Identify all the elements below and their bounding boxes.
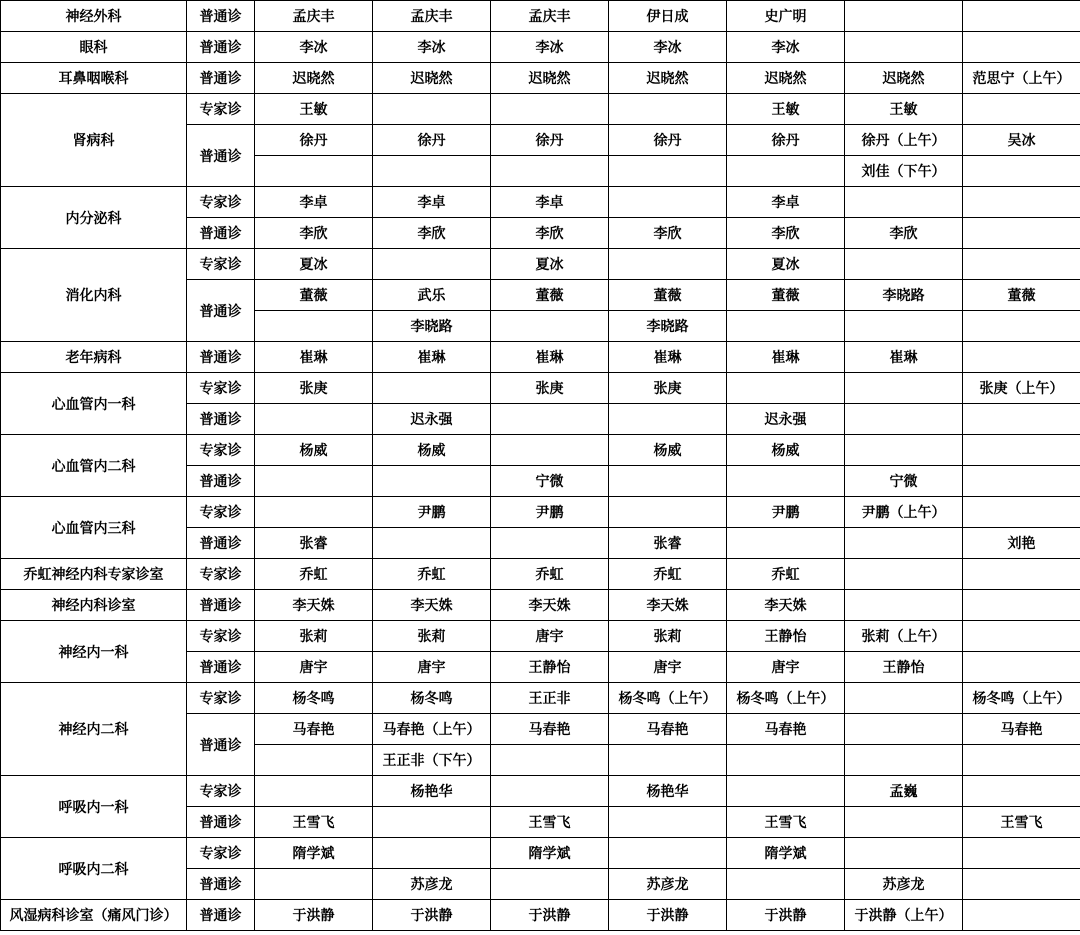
table-row	[1, 32, 1080, 63]
doctor-cell: 马春艳	[963, 714, 1080, 745]
department-name: 眼科	[1, 32, 187, 63]
doctor-cell: 乔虹	[373, 559, 491, 590]
clinic-type: 专家诊	[187, 497, 255, 528]
clinic-type: 普通诊	[187, 280, 255, 342]
doctor-cell: 乔虹	[491, 559, 609, 590]
doctor-cell	[727, 156, 845, 187]
doctor-cell	[963, 838, 1080, 869]
table-row	[1, 621, 1080, 652]
doctor-cell: 王雪飞	[727, 807, 845, 838]
doctor-cell: 刘艳	[963, 528, 1080, 559]
department-name: 消化内科	[1, 249, 187, 342]
doctor-cell	[727, 311, 845, 342]
doctor-cell: 李卓	[373, 187, 491, 218]
doctor-cell	[373, 466, 491, 497]
doctor-cell	[609, 187, 727, 218]
doctor-cell: 杨冬鸣	[373, 683, 491, 714]
doctor-cell	[609, 404, 727, 435]
doctor-cell	[963, 869, 1080, 900]
doctor-cell: 于洪静（上午）	[845, 900, 963, 931]
doctor-cell: 王静怡	[727, 621, 845, 652]
clinic-type: 专家诊	[187, 435, 255, 466]
doctor-cell: 杨威	[609, 435, 727, 466]
doctor-cell: 马春艳（上午）	[373, 714, 491, 745]
doctor-cell	[963, 156, 1080, 187]
doctor-cell: 李欣	[491, 218, 609, 249]
doctor-cell: 乔虹	[255, 559, 373, 590]
doctor-cell: 夏冰	[727, 249, 845, 280]
department-name: 乔虹神经内科专家诊室	[1, 559, 187, 590]
doctor-cell	[727, 466, 845, 497]
doctor-cell: 张庚	[609, 373, 727, 404]
doctor-cell: 徐丹	[491, 125, 609, 156]
doctor-cell	[963, 187, 1080, 218]
clinic-type: 普通诊	[187, 528, 255, 559]
doctor-cell: 杨冬鸣	[255, 683, 373, 714]
department-name: 肾病科	[1, 94, 187, 187]
doctor-cell: 迟晓然	[373, 63, 491, 94]
doctor-cell: 张莉（上午）	[845, 621, 963, 652]
doctor-cell	[255, 869, 373, 900]
doctor-cell: 王雪飞	[255, 807, 373, 838]
doctor-cell: 李欣	[845, 218, 963, 249]
table-row	[1, 342, 1080, 373]
doctor-cell	[609, 94, 727, 125]
doctor-cell	[963, 745, 1080, 776]
doctor-cell	[963, 218, 1080, 249]
department-name: 风湿病科诊室（痛风门诊）	[1, 900, 187, 931]
doctor-cell	[491, 869, 609, 900]
doctor-cell: 苏彦龙	[845, 869, 963, 900]
doctor-cell: 尹鹏	[491, 497, 609, 528]
doctor-cell	[845, 187, 963, 218]
table-row	[1, 838, 1080, 869]
doctor-cell: 李卓	[491, 187, 609, 218]
doctor-cell: 崔琳	[373, 342, 491, 373]
doctor-cell	[609, 156, 727, 187]
doctor-cell	[255, 745, 373, 776]
doctor-cell: 张莉	[609, 621, 727, 652]
clinic-type: 普通诊	[187, 466, 255, 497]
doctor-cell	[373, 249, 491, 280]
doctor-cell: 董薇	[963, 280, 1080, 311]
clinic-type: 专家诊	[187, 94, 255, 125]
department-name: 耳鼻咽喉科	[1, 63, 187, 94]
doctor-cell: 迟晓然	[491, 63, 609, 94]
clinic-type: 普通诊	[187, 342, 255, 373]
doctor-cell: 李冰	[255, 32, 373, 63]
doctor-cell	[491, 528, 609, 559]
doctor-cell: 宁微	[845, 466, 963, 497]
doctor-cell: 李卓	[727, 187, 845, 218]
doctor-cell: 孟庆丰	[255, 1, 373, 32]
doctor-cell: 迟晓然	[255, 63, 373, 94]
doctor-cell: 王雪飞	[491, 807, 609, 838]
department-name: 呼吸内一科	[1, 776, 187, 838]
clinic-type: 普通诊	[187, 869, 255, 900]
doctor-cell: 李天姝	[373, 590, 491, 621]
doctor-cell	[373, 807, 491, 838]
doctor-cell	[373, 528, 491, 559]
doctor-cell: 乔虹	[609, 559, 727, 590]
doctor-cell	[963, 249, 1080, 280]
doctor-cell: 隋学斌	[255, 838, 373, 869]
doctor-cell: 李天姝	[609, 590, 727, 621]
clinic-type: 专家诊	[187, 621, 255, 652]
doctor-cell: 史广明	[727, 1, 845, 32]
doctor-cell	[255, 466, 373, 497]
table-row	[1, 590, 1080, 621]
table-row	[1, 900, 1080, 931]
doctor-cell: 于洪静	[373, 900, 491, 931]
doctor-cell: 苏彦龙	[373, 869, 491, 900]
doctor-cell: 张庚	[255, 373, 373, 404]
doctor-cell: 杨冬鸣（上午）	[963, 683, 1080, 714]
doctor-cell: 迟晓然	[609, 63, 727, 94]
department-name: 心血管内二科	[1, 435, 187, 497]
department-name: 神经内二科	[1, 683, 187, 776]
clinic-type: 普通诊	[187, 900, 255, 931]
doctor-cell	[845, 807, 963, 838]
doctor-cell: 李冰	[727, 32, 845, 63]
department-name: 呼吸内二科	[1, 838, 187, 900]
doctor-cell: 杨艳华	[609, 776, 727, 807]
doctor-cell	[963, 342, 1080, 373]
doctor-cell: 李欣	[255, 218, 373, 249]
doctor-cell: 张睿	[609, 528, 727, 559]
doctor-cell: 崔琳	[727, 342, 845, 373]
doctor-cell	[963, 776, 1080, 807]
doctor-cell: 夏冰	[491, 249, 609, 280]
doctor-cell	[963, 652, 1080, 683]
doctor-cell: 隋学斌	[491, 838, 609, 869]
doctor-cell: 杨艳华	[373, 776, 491, 807]
doctor-cell: 唐宇	[727, 652, 845, 683]
doctor-cell: 吴冰	[963, 125, 1080, 156]
doctor-cell: 李冰	[491, 32, 609, 63]
clinic-type: 普通诊	[187, 807, 255, 838]
table-row	[1, 1, 1080, 32]
table-row	[1, 435, 1080, 466]
doctor-cell: 唐宇	[609, 652, 727, 683]
doctor-cell: 王正非（下午）	[373, 745, 491, 776]
doctor-cell	[845, 373, 963, 404]
clinic-type: 普通诊	[187, 63, 255, 94]
doctor-cell	[609, 745, 727, 776]
doctor-cell: 苏彦龙	[609, 869, 727, 900]
doctor-cell: 杨威	[255, 435, 373, 466]
doctor-cell	[727, 745, 845, 776]
doctor-cell	[845, 311, 963, 342]
doctor-cell	[491, 156, 609, 187]
doctor-cell	[373, 838, 491, 869]
doctor-cell: 乔虹	[727, 559, 845, 590]
department-name: 内分泌科	[1, 187, 187, 249]
doctor-cell: 张庚（上午）	[963, 373, 1080, 404]
doctor-cell: 刘佳（下午）	[845, 156, 963, 187]
doctor-cell	[845, 745, 963, 776]
doctor-cell	[845, 559, 963, 590]
doctor-cell: 于洪静	[255, 900, 373, 931]
doctor-cell: 马春艳	[609, 714, 727, 745]
doctor-cell	[373, 94, 491, 125]
department-name: 心血管内三科	[1, 497, 187, 559]
clinic-type: 普通诊	[187, 714, 255, 776]
doctor-cell: 王正非	[491, 683, 609, 714]
doctor-cell	[963, 435, 1080, 466]
doctor-cell	[491, 311, 609, 342]
doctor-cell: 唐宇	[373, 652, 491, 683]
doctor-cell: 李欣	[727, 218, 845, 249]
doctor-cell: 董薇	[609, 280, 727, 311]
doctor-cell	[963, 559, 1080, 590]
doctor-cell: 徐丹	[373, 125, 491, 156]
department-name: 神经外科	[1, 1, 187, 32]
clinic-type: 普通诊	[187, 652, 255, 683]
doctor-cell: 范思宁（上午）	[963, 63, 1080, 94]
doctor-cell	[845, 404, 963, 435]
doctor-cell: 尹鹏	[727, 497, 845, 528]
doctor-cell	[491, 745, 609, 776]
clinic-type: 普通诊	[187, 218, 255, 249]
doctor-cell: 马春艳	[255, 714, 373, 745]
table-row	[1, 776, 1080, 807]
doctor-cell: 李晓路	[373, 311, 491, 342]
doctor-cell: 李冰	[609, 32, 727, 63]
clinic-type: 普通诊	[187, 32, 255, 63]
table-row	[1, 249, 1080, 280]
doctor-cell	[727, 373, 845, 404]
doctor-cell	[963, 621, 1080, 652]
doctor-cell: 徐丹	[727, 125, 845, 156]
doctor-cell	[727, 528, 845, 559]
doctor-cell: 杨威	[373, 435, 491, 466]
doctor-cell: 徐丹	[609, 125, 727, 156]
table-row	[1, 187, 1080, 218]
clinic-type: 专家诊	[187, 559, 255, 590]
doctor-cell: 王静怡	[845, 652, 963, 683]
doctor-cell: 李天姝	[255, 590, 373, 621]
doctor-cell: 张莉	[255, 621, 373, 652]
doctor-cell: 董薇	[491, 280, 609, 311]
doctor-cell	[609, 249, 727, 280]
doctor-cell	[963, 32, 1080, 63]
clinic-type: 专家诊	[187, 187, 255, 218]
doctor-cell	[255, 156, 373, 187]
department-name: 神经内一科	[1, 621, 187, 683]
doctor-cell: 于洪静	[727, 900, 845, 931]
doctor-cell: 李晓路	[609, 311, 727, 342]
doctor-cell	[845, 528, 963, 559]
doctor-cell: 王静怡	[491, 652, 609, 683]
department-name: 神经内科诊室	[1, 590, 187, 621]
doctor-cell	[609, 807, 727, 838]
doctor-cell	[845, 590, 963, 621]
doctor-cell	[255, 497, 373, 528]
doctor-cell: 迟永强	[727, 404, 845, 435]
doctor-cell: 董薇	[727, 280, 845, 311]
clinic-type: 普通诊	[187, 404, 255, 435]
doctor-cell: 董薇	[255, 280, 373, 311]
department-name: 心血管内一科	[1, 373, 187, 435]
doctor-cell: 杨冬鸣（上午）	[727, 683, 845, 714]
doctor-cell: 尹鹏（上午）	[845, 497, 963, 528]
doctor-cell: 李欣	[373, 218, 491, 249]
doctor-cell	[491, 435, 609, 466]
doctor-cell: 崔琳	[491, 342, 609, 373]
department-name: 老年病科	[1, 342, 187, 373]
schedule-body	[1, 1, 1080, 931]
clinic-type: 普通诊	[187, 125, 255, 187]
doctor-cell: 张睿	[255, 528, 373, 559]
doctor-cell: 孟庆丰	[491, 1, 609, 32]
clinic-type: 专家诊	[187, 838, 255, 869]
table-row	[1, 559, 1080, 590]
doctor-cell	[845, 32, 963, 63]
doctor-cell	[373, 156, 491, 187]
doctor-cell: 李冰	[373, 32, 491, 63]
doctor-cell: 武乐	[373, 280, 491, 311]
doctor-cell	[373, 373, 491, 404]
doctor-cell	[963, 404, 1080, 435]
doctor-cell	[845, 683, 963, 714]
doctor-cell: 迟晓然	[845, 63, 963, 94]
doctor-cell: 崔琳	[609, 342, 727, 373]
doctor-cell	[963, 497, 1080, 528]
doctor-cell: 崔琳	[255, 342, 373, 373]
doctor-cell: 于洪静	[491, 900, 609, 931]
doctor-cell: 李晓路	[845, 280, 963, 311]
table-row	[1, 94, 1080, 125]
doctor-cell: 马春艳	[491, 714, 609, 745]
doctor-cell	[845, 714, 963, 745]
doctor-cell: 唐宇	[491, 621, 609, 652]
doctor-cell	[845, 838, 963, 869]
doctor-cell: 李欣	[609, 218, 727, 249]
doctor-cell: 王敏	[727, 94, 845, 125]
doctor-cell: 宁微	[491, 466, 609, 497]
doctor-cell	[491, 776, 609, 807]
doctor-cell: 于洪静	[609, 900, 727, 931]
doctor-cell	[963, 311, 1080, 342]
doctor-cell	[491, 94, 609, 125]
doctor-cell: 伊日成	[609, 1, 727, 32]
doctor-cell	[845, 435, 963, 466]
doctor-cell	[963, 94, 1080, 125]
doctor-cell: 尹鹏	[373, 497, 491, 528]
clinic-type: 专家诊	[187, 249, 255, 280]
doctor-cell: 马春艳	[727, 714, 845, 745]
doctor-cell: 徐丹	[255, 125, 373, 156]
doctor-cell: 迟永强	[373, 404, 491, 435]
doctor-cell: 杨威	[727, 435, 845, 466]
table-row	[1, 497, 1080, 528]
doctor-cell: 孟巍	[845, 776, 963, 807]
clinic-type: 专家诊	[187, 776, 255, 807]
doctor-cell: 张庚	[491, 373, 609, 404]
doctor-cell: 孟庆丰	[373, 1, 491, 32]
doctor-cell: 王雪飞	[963, 807, 1080, 838]
doctor-cell	[255, 311, 373, 342]
doctor-cell: 隋学斌	[727, 838, 845, 869]
doctor-cell: 徐丹（上午）	[845, 125, 963, 156]
clinic-type: 普通诊	[187, 1, 255, 32]
doctor-cell	[609, 497, 727, 528]
table-row	[1, 683, 1080, 714]
doctor-cell	[845, 1, 963, 32]
doctor-cell: 唐宇	[255, 652, 373, 683]
doctor-cell	[727, 869, 845, 900]
doctor-cell: 王敏	[845, 94, 963, 125]
doctor-cell	[963, 1, 1080, 32]
doctor-cell	[963, 900, 1080, 931]
doctor-cell	[609, 466, 727, 497]
doctor-cell	[727, 776, 845, 807]
doctor-cell: 迟晓然	[727, 63, 845, 94]
doctor-cell: 王敏	[255, 94, 373, 125]
doctor-cell	[491, 404, 609, 435]
doctor-cell: 夏冰	[255, 249, 373, 280]
doctor-cell	[845, 249, 963, 280]
table-row	[1, 63, 1080, 94]
clinic-type: 专家诊	[187, 373, 255, 404]
clinic-type: 专家诊	[187, 683, 255, 714]
doctor-cell	[963, 466, 1080, 497]
table-row	[1, 373, 1080, 404]
doctor-cell: 李卓	[255, 187, 373, 218]
clinic-type: 普通诊	[187, 590, 255, 621]
doctor-cell: 张莉	[373, 621, 491, 652]
doctor-cell: 崔琳	[845, 342, 963, 373]
doctor-cell	[255, 776, 373, 807]
doctor-cell: 李天姝	[727, 590, 845, 621]
doctor-cell	[255, 404, 373, 435]
doctor-cell: 李天姝	[491, 590, 609, 621]
doctor-cell: 杨冬鸣（上午）	[609, 683, 727, 714]
doctor-cell	[963, 590, 1080, 621]
doctor-cell	[609, 838, 727, 869]
